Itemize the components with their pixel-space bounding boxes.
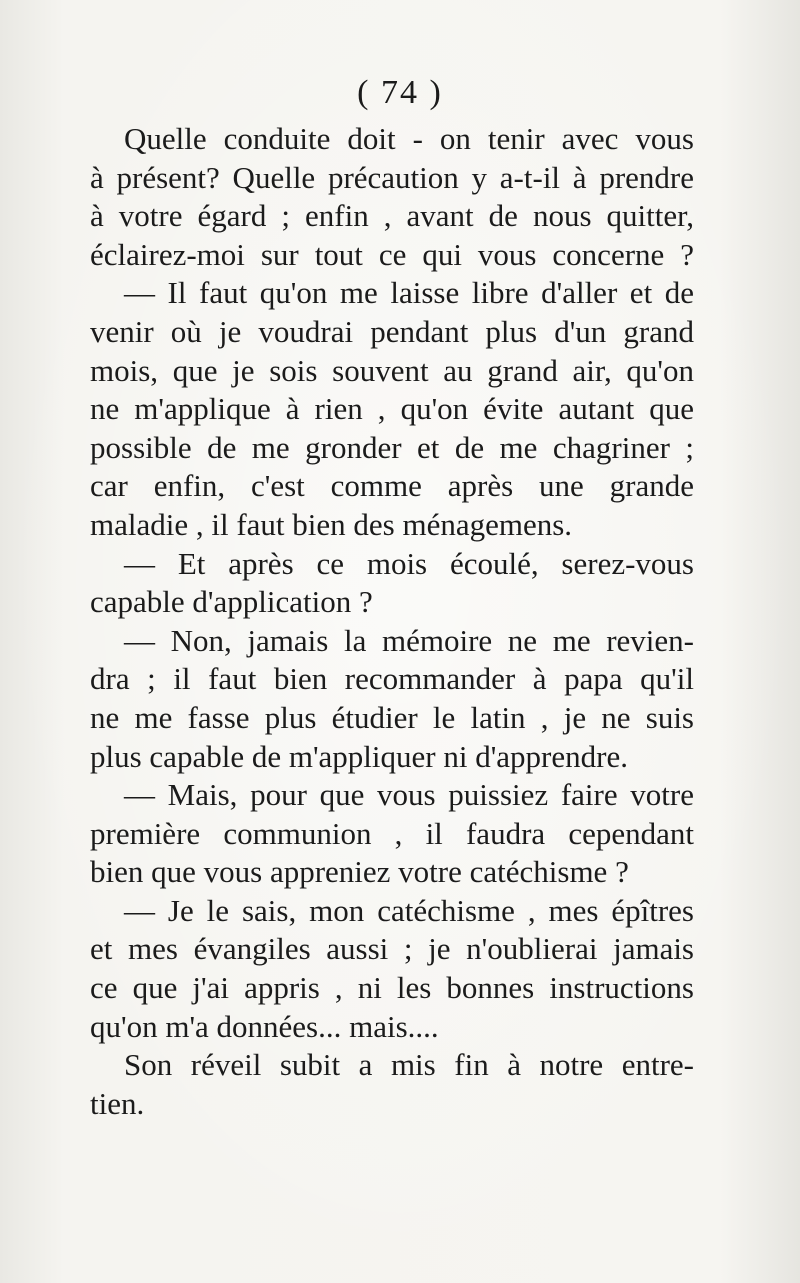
text-line: à présent? Quelle précaution y a-t-il à prendre xyxy=(90,159,694,195)
text-line: capable d'application ? xyxy=(90,584,373,620)
text-line: dra ; il faut bien recommander à papa qu'il xyxy=(90,661,694,697)
text-line: éclairez-moi sur tout ce qui vous concerne ? xyxy=(90,236,694,272)
text-line: — Et après ce mois écoulé, serez-vous xyxy=(124,545,694,581)
text-line: car enfin, c'est comme après une grande xyxy=(90,468,694,504)
text-line: — Mais, pour que vous puissiez faire votre xyxy=(124,777,694,813)
text-line: ce que j'ai appris , ni les bonnes instructions xyxy=(90,970,694,1006)
text-line: Quelle conduite doit - on tenir avec vous xyxy=(124,121,694,156)
text-line: — Non, jamais la mémoire ne me revien- xyxy=(124,622,694,658)
text-line: ne me fasse plus étudier le latin , je ne suis xyxy=(90,699,694,735)
body-text xyxy=(90,120,694,1123)
text-line: Son réveil subit a mis fin à notre entre- xyxy=(124,1047,694,1083)
text-line: bien que vous appreniez votre catéchisme ? xyxy=(90,854,629,890)
text-line: — Je le sais, mon catéchisme , mes épîtres xyxy=(124,892,694,928)
text-line: possible de me gronder et de me chagriner ; xyxy=(90,429,694,465)
text-line: tien. xyxy=(90,1085,145,1121)
page-number: ( 74 ) xyxy=(357,74,443,111)
text-line: plus capable de m'appliquer ni d'apprendre. xyxy=(90,738,628,774)
text-line: qu'on m'a données... mais.... xyxy=(90,1008,439,1044)
text-line: mois, que je sois souvent au grand air, qu'on xyxy=(90,352,694,388)
text-line: première communion , il faudra cependant xyxy=(90,815,694,851)
text-line: ne m'applique à rien , qu'on évite autant que xyxy=(90,391,694,427)
text-line: venir où je voudrai pendant plus d'un grand xyxy=(90,313,694,349)
text-line: et mes évangiles aussi ; je n'oublierai jamais xyxy=(90,931,694,967)
text-line: à votre égard ; enfin , avant de nous quitter, xyxy=(90,198,694,234)
text-line: maladie , il faut bien des ménagemens. xyxy=(90,506,573,542)
text-line: — Il faut qu'on me laisse libre d'aller et de xyxy=(124,275,694,311)
